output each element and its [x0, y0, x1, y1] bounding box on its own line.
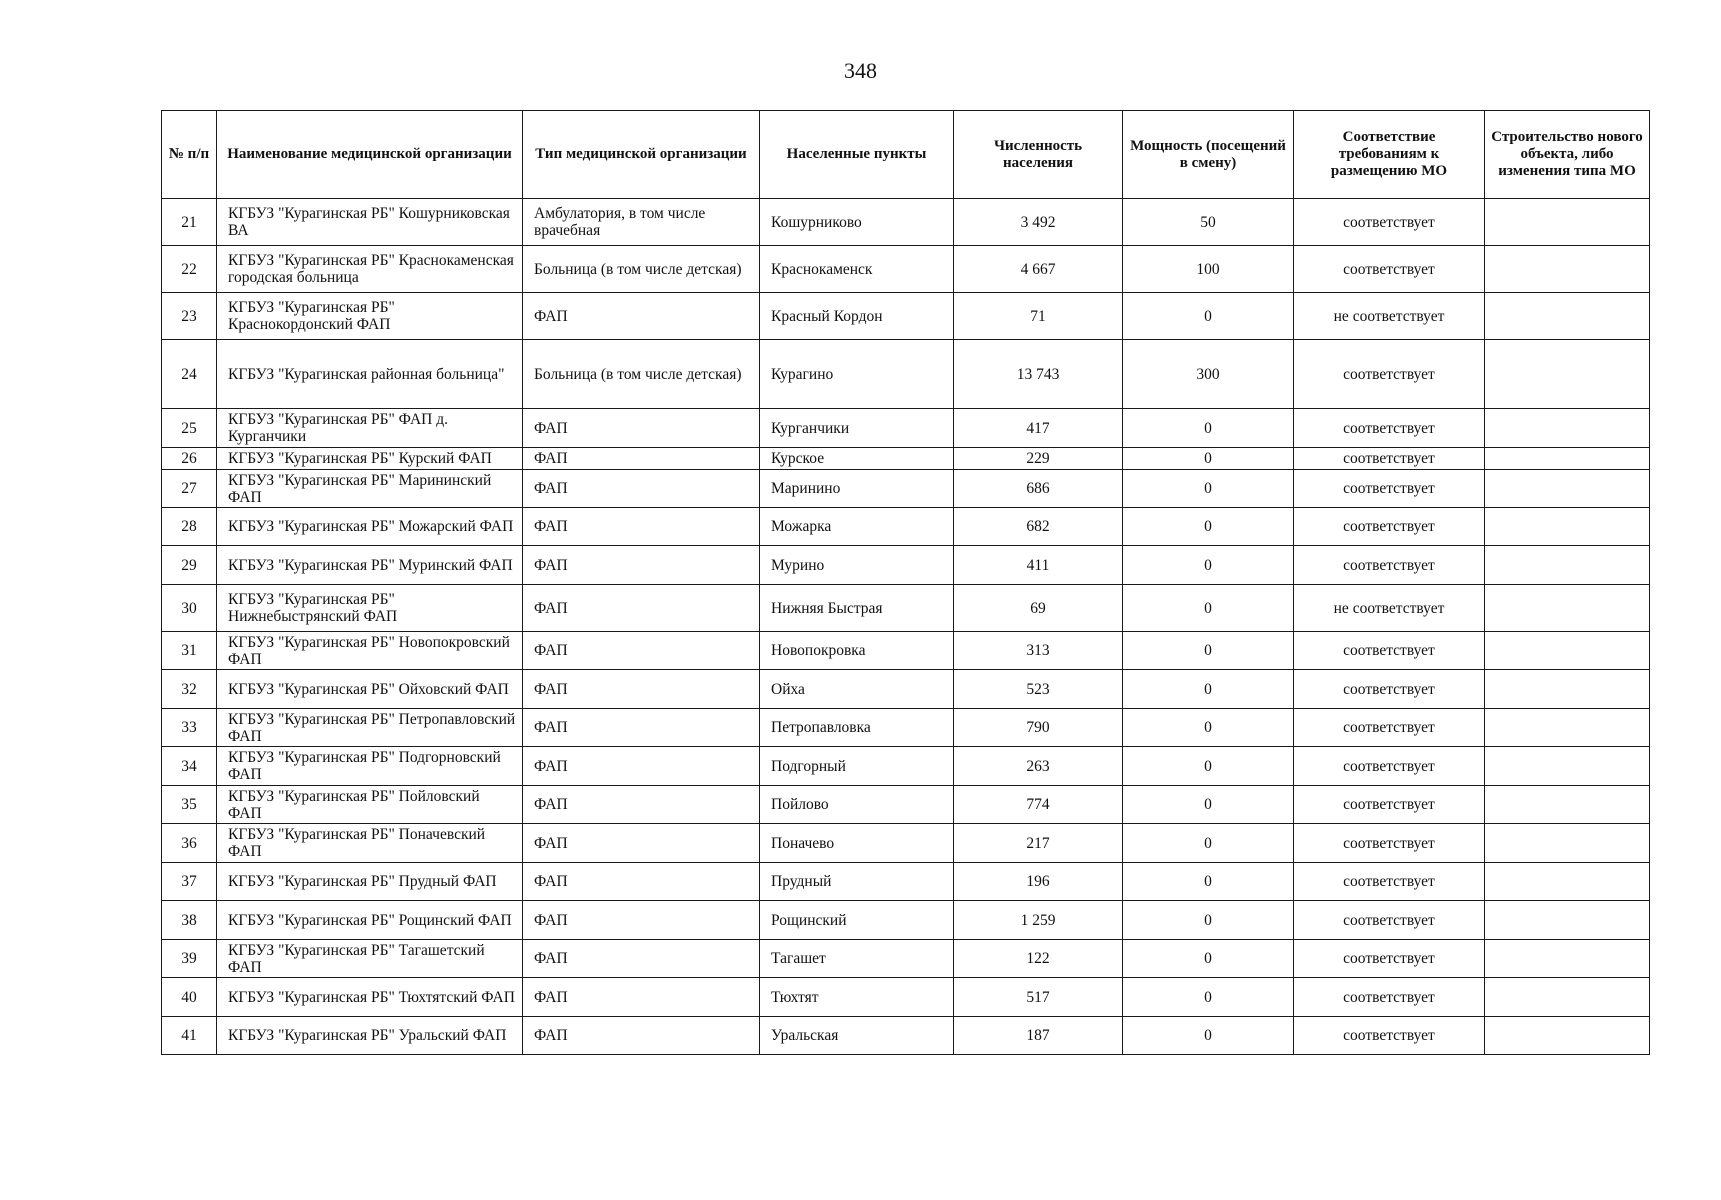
- row-org: КГБУЗ "Курагинская РБ" Прудный ФАП: [217, 863, 523, 901]
- row-org: КГБУЗ "Курагинская районная больница": [217, 340, 523, 409]
- row-num: 31: [162, 632, 217, 670]
- row-compliance: соответствует: [1294, 1017, 1485, 1055]
- row-build: [1485, 978, 1650, 1017]
- row-compliance: не соответствует: [1294, 585, 1485, 632]
- row-population: 686: [954, 470, 1123, 508]
- header-compliance: Соответствие требованиям к размещению МО: [1294, 111, 1485, 199]
- row-place: Новопокровка: [760, 632, 954, 670]
- row-place: Краснокаменск: [760, 246, 954, 293]
- table-row: [162, 709, 1650, 747]
- row-num: 21: [162, 199, 217, 246]
- row-num: 39: [162, 940, 217, 978]
- row-place: Кошурниково: [760, 199, 954, 246]
- row-num: 24: [162, 340, 217, 409]
- row-org: КГБУЗ "Курагинская РБ" Новопокровский ФАП: [217, 632, 523, 670]
- table-row: [162, 508, 1650, 546]
- row-population: 417: [954, 409, 1123, 448]
- row-build: [1485, 470, 1650, 508]
- row-population: 790: [954, 709, 1123, 747]
- row-type: ФАП: [523, 709, 760, 747]
- row-type: ФАП: [523, 508, 760, 546]
- row-build: [1485, 747, 1650, 786]
- table-row: [162, 901, 1650, 940]
- row-population: 187: [954, 1017, 1123, 1055]
- row-place: Курганчики: [760, 409, 954, 448]
- row-place: Подгорный: [760, 747, 954, 786]
- row-build: [1485, 585, 1650, 632]
- row-build: [1485, 901, 1650, 940]
- table-row: [162, 470, 1650, 508]
- row-org: КГБУЗ "Курагинская РБ" Муринский ФАП: [217, 546, 523, 585]
- row-compliance: соответствует: [1294, 448, 1485, 470]
- row-build: [1485, 709, 1650, 747]
- table-row: [162, 585, 1650, 632]
- row-place: Можарка: [760, 508, 954, 546]
- row-type: ФАП: [523, 293, 760, 340]
- row-capacity: 0: [1123, 448, 1294, 470]
- row-org: КГБУЗ "Курагинская РБ" Петропавловский ФАП: [217, 709, 523, 747]
- row-capacity: 0: [1123, 978, 1294, 1017]
- row-org: КГБУЗ "Курагинская РБ" Марининский ФАП: [217, 470, 523, 508]
- row-type: ФАП: [523, 632, 760, 670]
- facility-table: [161, 110, 1650, 1055]
- row-place: Поначево: [760, 824, 954, 863]
- row-compliance: соответствует: [1294, 470, 1485, 508]
- table-row: [162, 409, 1650, 448]
- row-type: ФАП: [523, 863, 760, 901]
- header-capacity: Мощность (посещений в смену): [1123, 111, 1294, 199]
- row-type: Амбулатория, в том числе врачебная: [523, 199, 760, 246]
- page-number: 348: [844, 58, 877, 83]
- row-build: [1485, 940, 1650, 978]
- row-compliance: соответствует: [1294, 632, 1485, 670]
- row-compliance: соответствует: [1294, 863, 1485, 901]
- row-population: 217: [954, 824, 1123, 863]
- row-compliance: не соответствует: [1294, 293, 1485, 340]
- row-type: ФАП: [523, 409, 760, 448]
- header-population: Численность населения: [954, 111, 1123, 199]
- row-capacity: 300: [1123, 340, 1294, 409]
- row-place: Прудный: [760, 863, 954, 901]
- header-type: Тип медицинской организации: [523, 111, 760, 199]
- row-org: КГБУЗ "Курагинская РБ" Рощинский ФАП: [217, 901, 523, 940]
- table-body: [162, 199, 1650, 1055]
- row-num: 22: [162, 246, 217, 293]
- row-place: Мурино: [760, 546, 954, 585]
- header-num: № п/п: [162, 111, 217, 199]
- row-population: 774: [954, 786, 1123, 824]
- row-compliance: соответствует: [1294, 199, 1485, 246]
- row-type: ФАП: [523, 448, 760, 470]
- row-compliance: соответствует: [1294, 546, 1485, 585]
- table-row: [162, 448, 1650, 470]
- row-build: [1485, 199, 1650, 246]
- header-build: Строительство нового объекта, либо изменения типа МО: [1485, 111, 1650, 199]
- row-population: 71: [954, 293, 1123, 340]
- row-build: [1485, 246, 1650, 293]
- row-org: КГБУЗ "Курагинская РБ" Пойловский ФАП: [217, 786, 523, 824]
- row-type: ФАП: [523, 1017, 760, 1055]
- row-build: [1485, 340, 1650, 409]
- row-place: Уральская: [760, 1017, 954, 1055]
- row-capacity: 0: [1123, 409, 1294, 448]
- row-num: 23: [162, 293, 217, 340]
- row-capacity: 0: [1123, 670, 1294, 709]
- row-population: 517: [954, 978, 1123, 1017]
- table-row: [162, 1017, 1650, 1055]
- row-place: Ойха: [760, 670, 954, 709]
- row-org: КГБУЗ "Курагинская РБ" Можарский ФАП: [217, 508, 523, 546]
- row-place: Тагашет: [760, 940, 954, 978]
- table-row: [162, 670, 1650, 709]
- row-num: 29: [162, 546, 217, 585]
- row-population: 411: [954, 546, 1123, 585]
- row-num: 34: [162, 747, 217, 786]
- row-type: ФАП: [523, 670, 760, 709]
- header-row: [162, 111, 1650, 199]
- row-org: КГБУЗ "Курагинская РБ" Кошурниковская ВА: [217, 199, 523, 246]
- row-capacity: 0: [1123, 1017, 1294, 1055]
- table-row: [162, 863, 1650, 901]
- row-place: Маринино: [760, 470, 954, 508]
- row-org: КГБУЗ "Курагинская РБ" Уральский ФАП: [217, 1017, 523, 1055]
- row-population: 3 492: [954, 199, 1123, 246]
- row-compliance: соответствует: [1294, 786, 1485, 824]
- row-num: 27: [162, 470, 217, 508]
- row-capacity: 0: [1123, 824, 1294, 863]
- row-num: 36: [162, 824, 217, 863]
- row-capacity: 0: [1123, 293, 1294, 340]
- row-population: 122: [954, 940, 1123, 978]
- row-build: [1485, 670, 1650, 709]
- row-type: ФАП: [523, 470, 760, 508]
- row-build: [1485, 632, 1650, 670]
- row-compliance: соответствует: [1294, 670, 1485, 709]
- row-org: КГБУЗ "Курагинская РБ" Подгорновский ФАП: [217, 747, 523, 786]
- row-type: Больница (в том числе детская): [523, 340, 760, 409]
- row-population: 523: [954, 670, 1123, 709]
- row-build: [1485, 508, 1650, 546]
- row-compliance: соответствует: [1294, 901, 1485, 940]
- row-population: 229: [954, 448, 1123, 470]
- row-compliance: соответствует: [1294, 508, 1485, 546]
- row-num: 40: [162, 978, 217, 1017]
- row-num: 30: [162, 585, 217, 632]
- row-population: 4 667: [954, 246, 1123, 293]
- table-row: [162, 293, 1650, 340]
- row-org: КГБУЗ "Курагинская РБ" Краснокаменская городская больница: [217, 246, 523, 293]
- row-population: 13 743: [954, 340, 1123, 409]
- row-population: 263: [954, 747, 1123, 786]
- row-place: Нижняя Быстрая: [760, 585, 954, 632]
- row-capacity: 0: [1123, 585, 1294, 632]
- row-compliance: соответствует: [1294, 340, 1485, 409]
- row-type: ФАП: [523, 940, 760, 978]
- row-org: КГБУЗ "Курагинская РБ" Курский ФАП: [217, 448, 523, 470]
- row-build: [1485, 448, 1650, 470]
- row-capacity: 0: [1123, 709, 1294, 747]
- row-num: 25: [162, 409, 217, 448]
- row-place: Красный Кордон: [760, 293, 954, 340]
- row-build: [1485, 293, 1650, 340]
- row-compliance: соответствует: [1294, 940, 1485, 978]
- table-row: [162, 747, 1650, 786]
- row-capacity: 100: [1123, 246, 1294, 293]
- row-num: 37: [162, 863, 217, 901]
- row-type: ФАП: [523, 901, 760, 940]
- row-compliance: соответствует: [1294, 824, 1485, 863]
- row-num: 28: [162, 508, 217, 546]
- row-place: Пойлово: [760, 786, 954, 824]
- row-type: ФАП: [523, 747, 760, 786]
- row-org: КГБУЗ "Курагинская РБ" Тюхтятский ФАП: [217, 978, 523, 1017]
- row-capacity: 0: [1123, 786, 1294, 824]
- row-capacity: 0: [1123, 901, 1294, 940]
- row-compliance: соответствует: [1294, 709, 1485, 747]
- table-row: [162, 340, 1650, 409]
- row-type: Больница (в том числе детская): [523, 246, 760, 293]
- row-capacity: 0: [1123, 940, 1294, 978]
- row-org: КГБУЗ "Курагинская РБ" ФАП д. Курганчики: [217, 409, 523, 448]
- row-capacity: 50: [1123, 199, 1294, 246]
- row-num: 32: [162, 670, 217, 709]
- row-compliance: соответствует: [1294, 978, 1485, 1017]
- row-capacity: 0: [1123, 470, 1294, 508]
- table-row: [162, 978, 1650, 1017]
- row-place: Петропавловка: [760, 709, 954, 747]
- row-build: [1485, 786, 1650, 824]
- row-capacity: 0: [1123, 747, 1294, 786]
- row-place: Курское: [760, 448, 954, 470]
- row-build: [1485, 1017, 1650, 1055]
- row-capacity: 0: [1123, 508, 1294, 546]
- row-num: 38: [162, 901, 217, 940]
- table-row: [162, 940, 1650, 978]
- row-type: ФАП: [523, 978, 760, 1017]
- table-row: [162, 546, 1650, 585]
- row-build: [1485, 824, 1650, 863]
- header-place: Населенные пункты: [760, 111, 954, 199]
- row-org: КГБУЗ "Курагинская РБ" Поначевский ФАП: [217, 824, 523, 863]
- row-place: Тюхтят: [760, 978, 954, 1017]
- row-org: КГБУЗ "Курагинская РБ" Ойховский ФАП: [217, 670, 523, 709]
- row-type: ФАП: [523, 585, 760, 632]
- table-row: [162, 632, 1650, 670]
- row-build: [1485, 409, 1650, 448]
- row-type: ФАП: [523, 546, 760, 585]
- row-num: 33: [162, 709, 217, 747]
- row-capacity: 0: [1123, 632, 1294, 670]
- table-header: [162, 111, 1650, 199]
- row-build: [1485, 546, 1650, 585]
- header-org: Наименование медицинской организации: [217, 111, 523, 199]
- row-build: [1485, 863, 1650, 901]
- row-place: Курагино: [760, 340, 954, 409]
- row-population: 1 259: [954, 901, 1123, 940]
- row-place: Рощинский: [760, 901, 954, 940]
- row-population: 313: [954, 632, 1123, 670]
- row-population: 196: [954, 863, 1123, 901]
- table-row: [162, 824, 1650, 863]
- row-num: 41: [162, 1017, 217, 1055]
- row-capacity: 0: [1123, 546, 1294, 585]
- row-num: 35: [162, 786, 217, 824]
- row-org: КГБУЗ "Курагинская РБ" Тагашетский ФАП: [217, 940, 523, 978]
- row-num: 26: [162, 448, 217, 470]
- table-row: [162, 199, 1650, 246]
- table-row: [162, 786, 1650, 824]
- row-population: 682: [954, 508, 1123, 546]
- row-compliance: соответствует: [1294, 747, 1485, 786]
- row-type: ФАП: [523, 824, 760, 863]
- table-row: [162, 246, 1650, 293]
- row-org: КГБУЗ "Курагинская РБ" Краснокордонский ФАП: [217, 293, 523, 340]
- row-capacity: 0: [1123, 863, 1294, 901]
- row-compliance: соответствует: [1294, 409, 1485, 448]
- row-type: ФАП: [523, 786, 760, 824]
- row-compliance: соответствует: [1294, 246, 1485, 293]
- row-org: КГБУЗ "Курагинская РБ" Нижнебыстрянский ФАП: [217, 585, 523, 632]
- row-population: 69: [954, 585, 1123, 632]
